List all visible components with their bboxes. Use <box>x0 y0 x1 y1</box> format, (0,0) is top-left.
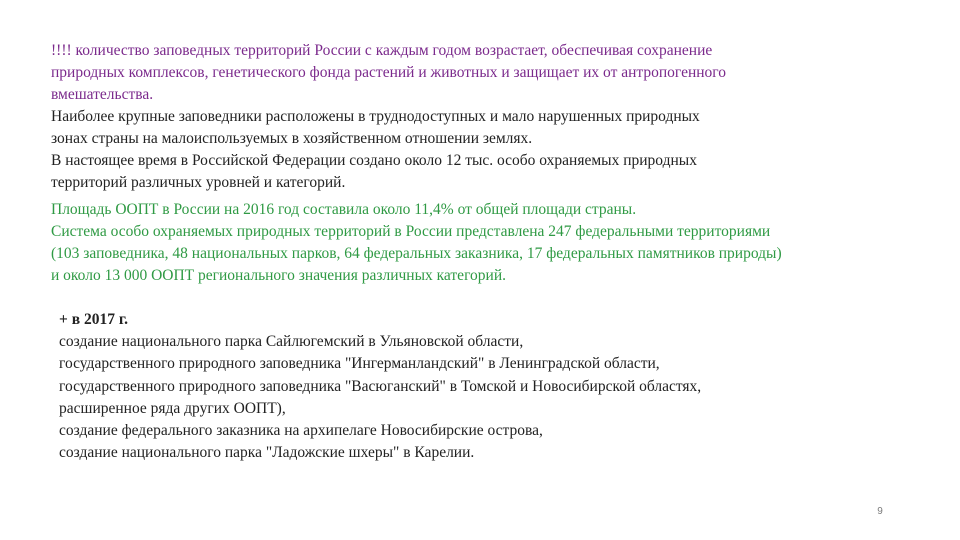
page-number: 9 <box>877 506 883 517</box>
intro-dark-line: зонах страны на малоиспользуемых в хозяйственном отношении землях. <box>51 130 533 147</box>
additions-line: государственного природного заповедника "Васюганский" в Томской и Новосибирской областях, <box>59 377 702 395</box>
intro-purple-line: природных комплексов, генетического фонда растений и животных и защищает их от антропогенного <box>51 64 727 81</box>
statistics-line: и около 13 000 ООПТ регионального значения различных категорий. <box>51 267 507 284</box>
additions-line: создание федерального заказника на архипелаге Новосибирские острова, <box>59 422 543 440</box>
statistics-line: Площадь ООПТ в России на 2016 год составила около 11,4% от общей площади страны. <box>51 201 637 218</box>
statistics-line: (103 заповедника, 48 национальных парков, 64 федеральных заказника, 17 федеральных памятников природы) <box>51 245 782 262</box>
intro-purple-line: !!!! количество заповедных территорий России с каждым годом возрастает, обеспечивая сохранение <box>51 42 713 59</box>
intro-purple-line: вмешательства. <box>51 86 154 103</box>
additions-line: создание национального парка Сайлюгемский в Ульяновской области, <box>59 333 524 351</box>
additions-line: создание национального парка "Ладожские шхеры" в Карелии. <box>59 444 475 462</box>
statistics-text-block <box>51 199 931 287</box>
intro-dark-line: территорий различных уровней и категорий. <box>51 174 346 191</box>
statistics-line: Система особо охраняемых природных территорий в России представлена 247 федеральными территориями <box>51 223 771 240</box>
intro-dark-line: Наиболее крупные заповедники расположены в труднодоступных и мало нарушенных природных <box>51 108 700 125</box>
intro-dark-line: В настоящее время в Российской Федерации создано около 12 тыс. особо охраняемых природных <box>51 152 697 169</box>
additions-2017-block <box>59 309 939 464</box>
additions-line: государственного природного заповедника "Ингерманландский" в Ленинградской области, <box>59 355 660 373</box>
additions-line: расширенное ряда других ООПТ), <box>59 399 286 417</box>
intro-text-block <box>51 40 931 194</box>
additions-heading: + в 2017 г. <box>59 311 128 328</box>
